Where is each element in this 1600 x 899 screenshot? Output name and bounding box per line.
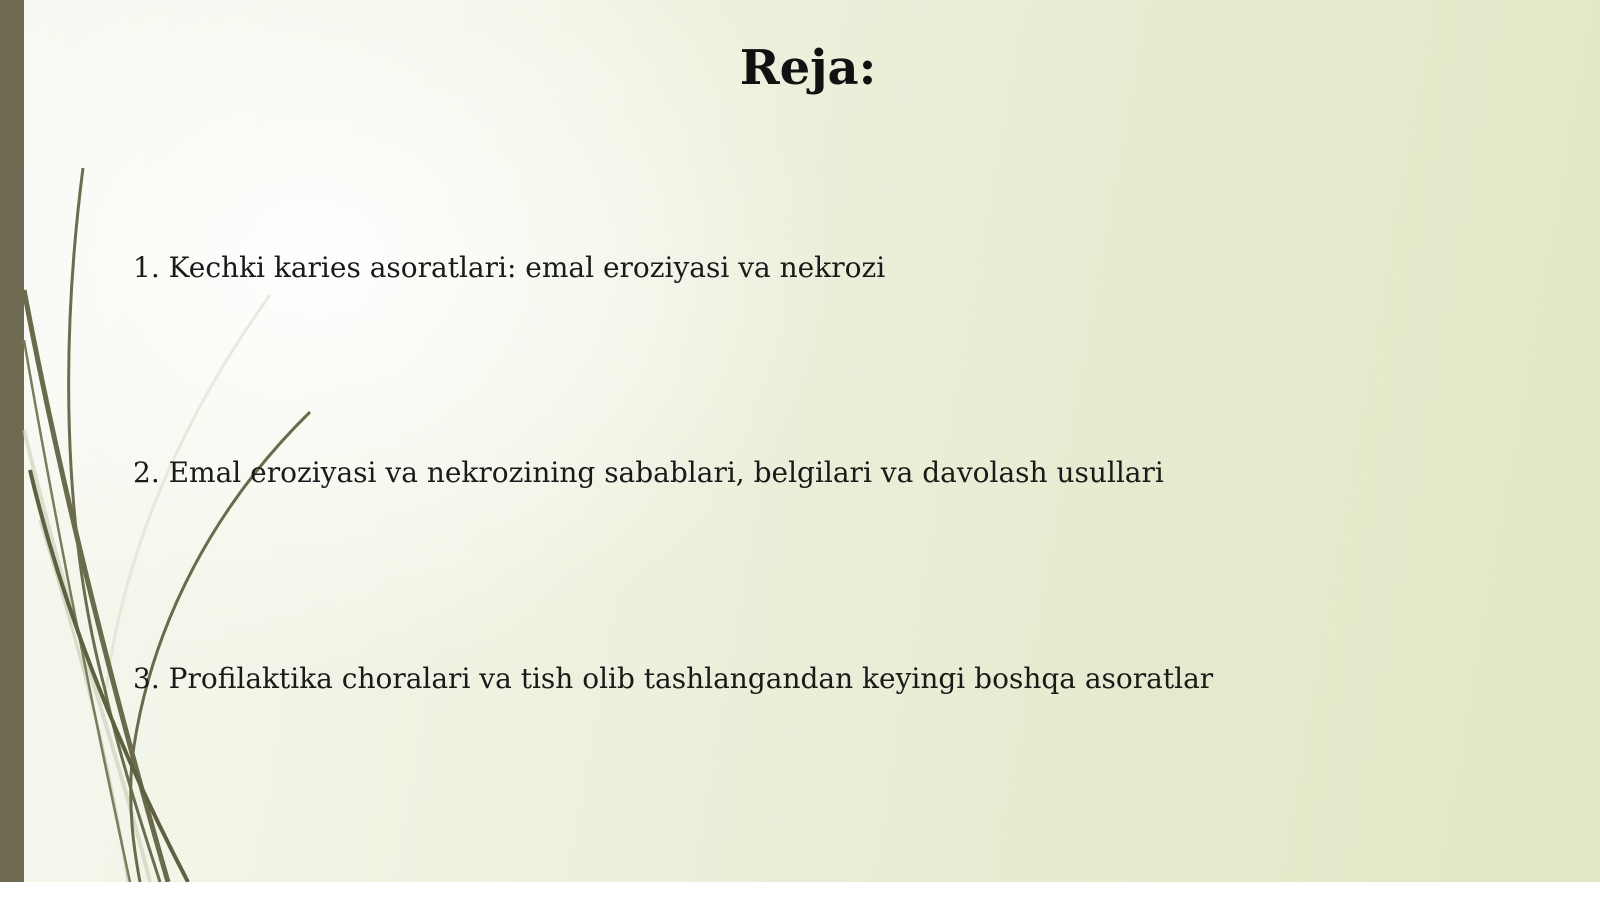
slide-title: Reja: bbox=[739, 40, 877, 96]
bottom-margin bbox=[0, 882, 1600, 899]
plan-item-2: 2. Emal eroziyasi va nekrozining sabablari, belgilari va davolash usullari bbox=[133, 456, 1164, 489]
grass-decoration-icon bbox=[0, 0, 320, 882]
plan-item-3: 3. Profilaktika choralari va tish olib tashlangandan keyingi boshqa asoratlar bbox=[133, 662, 1214, 695]
plan-item-1: 1. Kechki karies asoratlari: emal eroziyasi va nekrozi bbox=[133, 251, 886, 284]
